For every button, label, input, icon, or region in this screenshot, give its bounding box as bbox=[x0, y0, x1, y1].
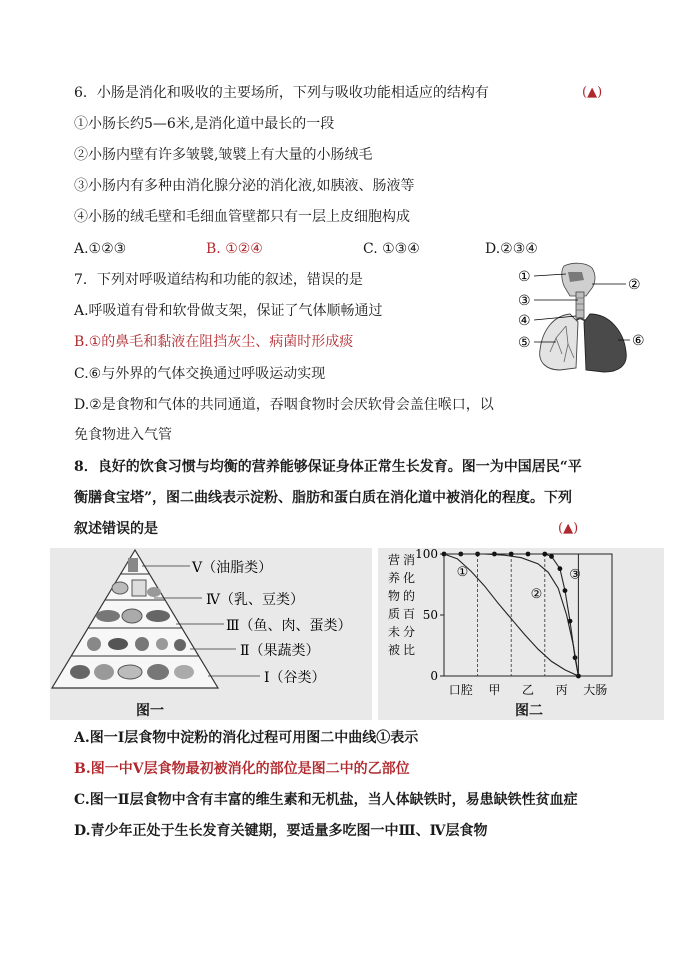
label-6: ⑥ bbox=[632, 333, 645, 349]
x-category-label: 丙 bbox=[555, 683, 568, 697]
q8-mark: (▲) bbox=[558, 521, 579, 536]
x-category-label: 甲 bbox=[488, 683, 501, 697]
q7-stem: 7．下列对呼吸道结构和功能的叙述，错误的是 bbox=[74, 272, 363, 288]
label-5: ⑤ bbox=[518, 335, 531, 351]
q7-option-d-cont: 免食物进入气管 bbox=[74, 427, 172, 443]
q7-option-d: D.②是食物和气体的共同通道，吞咽食物时会厌软骨会盖住喉口，以 bbox=[74, 397, 494, 413]
q8-option-b: B.图一中Ⅴ层食物最初被消化的部位是图二中的乙部位 bbox=[74, 761, 410, 777]
label-2: ② bbox=[628, 277, 641, 293]
q8-stem-line3: 叙述错误的是 bbox=[74, 521, 158, 537]
series-point bbox=[542, 552, 547, 557]
q7-option-c: C.⑥与外界的气体交换通过呼吸运动实现 bbox=[74, 366, 326, 382]
x-category-label: 乙 bbox=[521, 683, 535, 697]
q6-option-a: A.①②③ bbox=[74, 241, 127, 257]
series-point bbox=[549, 554, 554, 559]
y-axis-label-char: 质 bbox=[388, 607, 401, 621]
curve-label: ③ bbox=[569, 567, 581, 583]
y-tick-label: 100 bbox=[415, 548, 438, 561]
q6-option-d: D.②③④ bbox=[485, 241, 538, 257]
plot-frame bbox=[444, 554, 612, 676]
food-pyramid-figure bbox=[50, 548, 372, 720]
y-axis-label-char: 百 bbox=[403, 607, 416, 621]
y-axis-label-char: 养 bbox=[388, 571, 401, 585]
digestion-chart bbox=[378, 548, 664, 720]
label-3: ③ bbox=[518, 293, 531, 309]
fig2-caption: 图二 bbox=[515, 703, 543, 719]
series-point bbox=[558, 566, 563, 571]
respiratory-diagram bbox=[512, 262, 658, 378]
right-lung bbox=[584, 314, 626, 372]
trachea bbox=[576, 292, 584, 318]
y-axis-label-char: 未 bbox=[388, 625, 401, 639]
pyramid-level-3: Ⅲ（鱼、肉、蛋类） bbox=[226, 618, 352, 634]
q6-statement: ④小肠的绒毛壁和毛细血管壁都只有一层上皮细胞构成 bbox=[74, 209, 410, 225]
q6-option-c: C. ①③④ bbox=[363, 241, 420, 257]
q8-option-a: A.图一Ⅰ层食物中淀粉的消化过程可用图二中曲线①表示 bbox=[74, 730, 419, 746]
q6-stem: 6．小肠是消化和吸收的主要场所，下列与吸收功能相适应的结构有 bbox=[74, 85, 489, 101]
q8-stem-line2: 衡膳食宝塔”，图二曲线表示淀粉、脂肪和蛋白质在消化道中被消化的程度。下列 bbox=[74, 490, 573, 506]
q6-option-b: B. ①②④ bbox=[206, 241, 263, 257]
y-axis-label-char: 分 bbox=[403, 625, 416, 639]
fig1-caption: 图一 bbox=[136, 703, 164, 719]
y-axis-label-char: 物 bbox=[388, 589, 401, 603]
y-axis-label-char: 的 bbox=[403, 589, 416, 603]
y-axis-label-char: 化 bbox=[403, 571, 416, 585]
q6-statement: ③小肠内有多种由消化腺分泌的消化液,如胰液、肠液等 bbox=[74, 178, 415, 194]
x-category-label: 大肠 bbox=[583, 683, 608, 697]
q7-option-b: B.①的鼻毛和黏液在阻挡灰尘、病菌时形成痰 bbox=[74, 334, 354, 350]
label-4: ④ bbox=[518, 313, 531, 329]
y-tick-label: 50 bbox=[422, 608, 438, 622]
y-tick-label: 0 bbox=[430, 669, 438, 683]
q6-statement: ②小肠内壁有许多皱襞,皱襞上有大量的小肠绒毛 bbox=[74, 147, 373, 163]
label-1: ① bbox=[518, 269, 531, 285]
pyramid-level-1: Ⅰ（谷类） bbox=[264, 670, 326, 686]
q8-option-c: C.图一Ⅱ层食物中含有丰富的维生素和无机盐，当人体缺铁时，易患缺铁性贫血症 bbox=[74, 792, 578, 808]
x-category-label: 口腔 bbox=[448, 683, 473, 697]
pyramid-level-5: Ⅴ（油脂类） bbox=[192, 560, 273, 576]
q7-option-a: A.呼吸道有骨和软骨做支架，保证了气体顺畅通过 bbox=[74, 303, 383, 319]
y-axis-label-char: 营 bbox=[388, 553, 401, 567]
y-axis-label-char: 被 bbox=[388, 643, 401, 657]
digestion-chart-figure bbox=[378, 548, 664, 720]
q6-mark: (▲) bbox=[582, 85, 603, 100]
series-point bbox=[526, 552, 531, 557]
y-axis-label-char: 消 bbox=[403, 553, 416, 567]
series-point bbox=[563, 588, 568, 593]
pyramid-level-4: Ⅳ（乳、豆类） bbox=[206, 592, 304, 608]
curve-label: ② bbox=[530, 586, 543, 602]
q8-stem-line1: 8．良好的饮食习惯与均衡的营养能够保证身体正常生长发育。图一为中国居民“平 bbox=[74, 459, 582, 475]
food-pyramid bbox=[50, 548, 372, 720]
curve-label: ① bbox=[456, 564, 469, 580]
q8-option-d: D.青少年正处于生长发育关键期，要适量多吃图一中Ⅲ、Ⅳ层食物 bbox=[74, 823, 488, 839]
y-axis-label-char: 比 bbox=[403, 643, 416, 657]
pyramid-level-2: Ⅱ（果蔬类） bbox=[240, 643, 320, 659]
q6-statement: ①小肠长约5—6米,是消化道中最长的一段 bbox=[74, 116, 335, 132]
